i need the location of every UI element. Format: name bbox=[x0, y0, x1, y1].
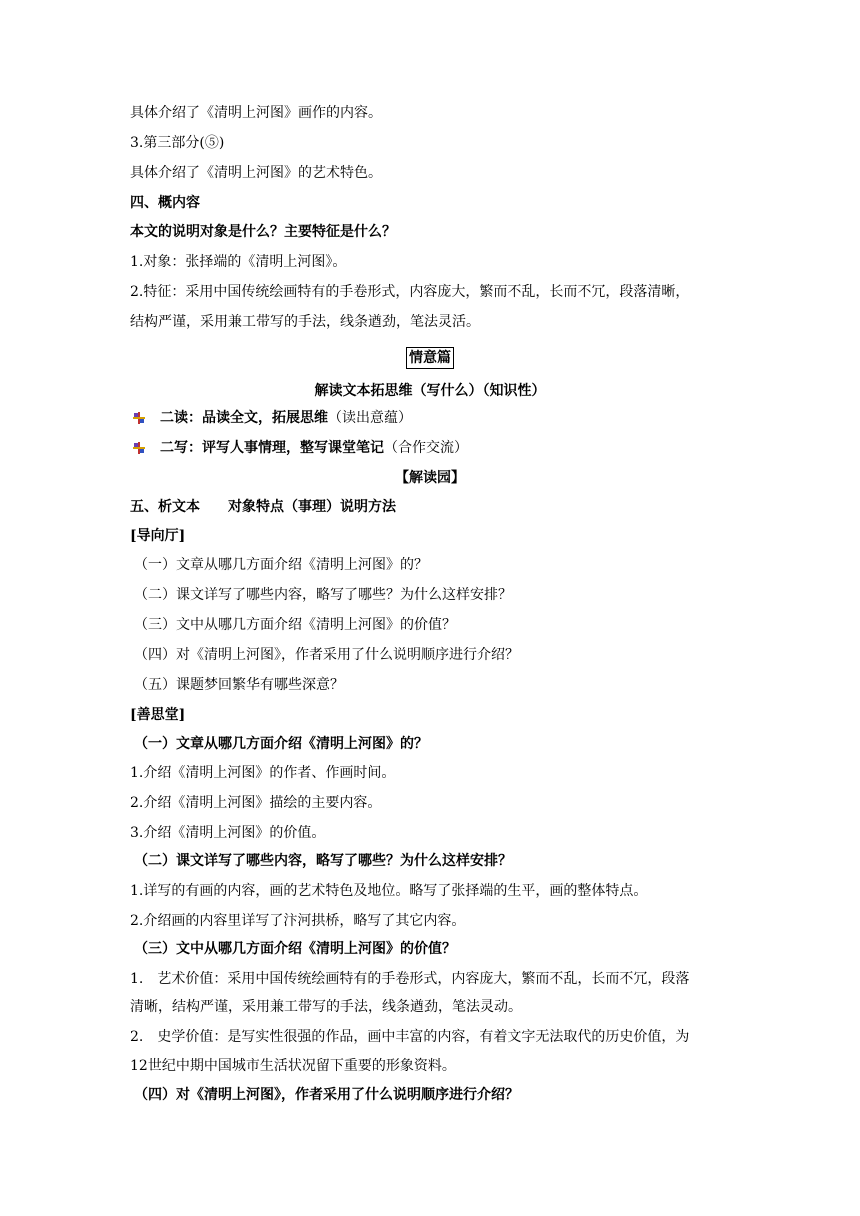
bullet-item bbox=[160, 408, 412, 428]
bullet-icon bbox=[132, 411, 146, 425]
bullet-bold: 二读：品读全文，拓展思维 bbox=[160, 410, 328, 426]
text-line: 具体介绍了《清明上河图》画作的内容。 bbox=[130, 105, 382, 121]
text-line: 3.第三部分(⑤) bbox=[130, 135, 225, 151]
answer-line: 清晰，结构严谨，采用兼工带写的手法，线条遒劲，笔法灵动。 bbox=[130, 999, 522, 1015]
text-line: 1.对象：张择端的《清明上河图》。 bbox=[130, 254, 347, 270]
bullet-bold: 二写：评写人事情理，整写课堂笔记 bbox=[160, 440, 384, 456]
guide-question: （五）课题梦回繁华有哪些深意？ bbox=[134, 677, 344, 693]
answer-line: 1.详写的有画的内容，画的艺术特色及地位。略写了张择端的生平，画的整体特点。 bbox=[130, 883, 648, 899]
question-heading: （二）课文详写了哪些内容，略写了哪些？为什么这样安排？ bbox=[134, 853, 512, 869]
answer-line: 1.介绍《清明上河图》的作者、作画时间。 bbox=[130, 765, 396, 781]
subtitle: 解读文本拓思维（写什么）（知识性） bbox=[314, 383, 546, 399]
answer-line: 2.介绍《清明上河图》描绘的主要内容。 bbox=[130, 795, 382, 811]
guide-question: （三）文中从哪几方面介绍《清明上河图》的价值？ bbox=[134, 617, 456, 633]
garden-title: 【解读园】 bbox=[395, 470, 465, 486]
analysis-heading: 五、析文本 对象特点（事理）说明方法 bbox=[130, 499, 396, 515]
answer-line: 1. 艺术价值：采用中国传统绘画特有的手卷形式，内容庞大，繁而不乱，长而不冗，段落 bbox=[130, 971, 690, 987]
section-heading: 四、概内容 bbox=[130, 195, 200, 211]
answer-line: 3.介绍《清明上河图》的价值。 bbox=[130, 825, 326, 841]
bullet-icon bbox=[132, 441, 146, 455]
question-heading: 本文的说明对象是什么？主要特征是什么？ bbox=[130, 224, 396, 240]
guide-question: （二）课文详写了哪些内容，略写了哪些？为什么这样安排？ bbox=[134, 587, 512, 603]
guide-question: （四）对《清明上河图》，作者采用了什么说明顺序进行介绍？ bbox=[134, 647, 519, 663]
text-line: 具体介绍了《清明上河图》的艺术特色。 bbox=[130, 165, 382, 181]
answer-line: 2.介绍画的内容里详写了汴河拱桥，略写了其它内容。 bbox=[130, 913, 466, 929]
bullet-item bbox=[160, 438, 468, 458]
answer-line: 12世纪中期中国城市生活状况留下重要的形象资料。 bbox=[130, 1058, 456, 1074]
bullet-normal: （合作交流） bbox=[384, 440, 468, 456]
guide-question: （一）文章从哪几方面介绍《清明上河图》的？ bbox=[134, 557, 428, 573]
answer-line: 2. 史学价值：是写实性很强的作品，画中丰富的内容，有着文字无法取代的历史价值，为 bbox=[130, 1029, 690, 1045]
text-line: 2.特征：采用中国传统绘画特有的手卷形式，内容庞大，繁而不乱，长而不冗，段落清晰， bbox=[130, 284, 690, 300]
question-heading: （三）文中从哪几方面介绍《清明上河图》的价值？ bbox=[134, 941, 456, 957]
section-title: 情意篇 bbox=[406, 347, 454, 369]
question-heading: （一）文章从哪几方面介绍《清明上河图》的？ bbox=[134, 736, 428, 752]
question-heading: （四）对《清明上河图》，作者采用了什么说明顺序进行介绍？ bbox=[134, 1087, 519, 1103]
text-line: 结构严谨，采用兼工带写的手法，线条遒劲，笔法灵活。 bbox=[130, 314, 480, 330]
guide-label: [导向厅] bbox=[130, 528, 186, 544]
bullet-normal: （读出意蕴） bbox=[328, 410, 412, 426]
think-label: [善思堂] bbox=[130, 707, 186, 723]
section-title-row bbox=[0, 347, 860, 369]
